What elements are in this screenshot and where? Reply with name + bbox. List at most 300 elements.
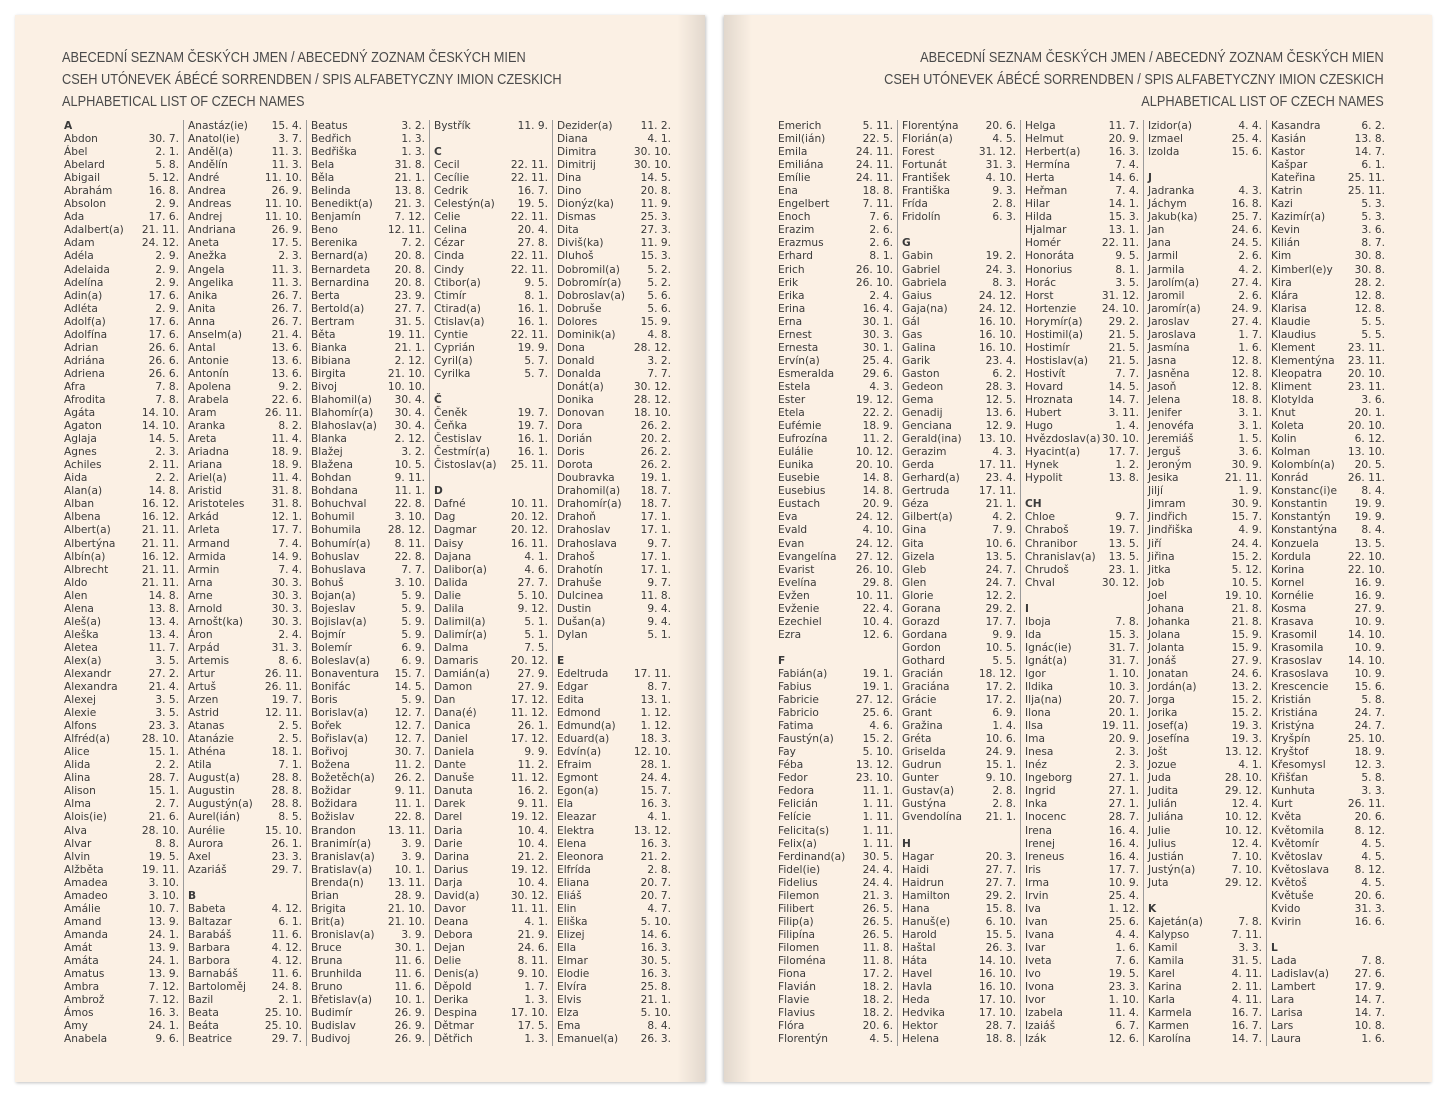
name-day-date: 30. 3. bbox=[271, 576, 302, 589]
name-entry bbox=[1271, 446, 1385, 459]
name-day-date: 3. 6. bbox=[1361, 393, 1385, 406]
name-day-date: 13. 10. bbox=[978, 433, 1016, 446]
name-day-date: 11. 3. bbox=[271, 146, 302, 159]
header-line-czech-slovak: ABECEDNÍ SEZNAM ČESKÝCH JMEN / ABECEDNÝ ZOZNAM ČESKÝCH MIEN bbox=[920, 50, 1384, 66]
name-day-date: 10. 8. bbox=[1354, 1020, 1385, 1033]
name-entry bbox=[1025, 551, 1139, 564]
name-entry bbox=[64, 394, 179, 407]
name-text: Alžběta bbox=[64, 863, 104, 876]
name-day-date: 15. 3. bbox=[1108, 628, 1139, 641]
name-text: Jasněna bbox=[1148, 367, 1190, 380]
name-entry bbox=[1025, 277, 1139, 290]
name-text: Engelbert bbox=[778, 198, 830, 211]
name-entry bbox=[1025, 224, 1139, 237]
name-entry bbox=[311, 446, 425, 459]
name-text: Konstantýn bbox=[1271, 511, 1331, 524]
name-day-date: 26. 1. bbox=[271, 837, 302, 850]
name-text: Klaudie bbox=[1271, 315, 1311, 328]
name-text: Abelard bbox=[64, 159, 105, 172]
name-day-date: 6. 2. bbox=[1361, 120, 1385, 132]
name-entry bbox=[778, 772, 893, 785]
name-text: Genadij bbox=[902, 407, 943, 420]
name-entry bbox=[1025, 916, 1139, 929]
name-entry bbox=[311, 772, 425, 785]
name-entry bbox=[1271, 264, 1385, 277]
name-entry bbox=[557, 694, 671, 707]
name-text: Frída bbox=[902, 198, 928, 211]
name-entry bbox=[1148, 511, 1262, 524]
name-entry bbox=[311, 211, 425, 224]
name-text: Fedor bbox=[778, 772, 808, 785]
name-day-date: 20. 8. bbox=[394, 263, 425, 276]
name-text: Afra bbox=[64, 380, 86, 393]
name-text: Adelína bbox=[64, 276, 104, 289]
name-entry bbox=[1148, 224, 1262, 237]
name-day-date: 18. 2. bbox=[862, 981, 893, 994]
name-day-date: 21. 9. bbox=[517, 928, 548, 941]
name-entry bbox=[311, 629, 425, 642]
name-text: Gerhard(a) bbox=[902, 472, 960, 485]
name-column bbox=[183, 120, 306, 1046]
name-text: Griselda bbox=[902, 746, 946, 759]
name-text: Aram bbox=[188, 407, 217, 420]
name-entry bbox=[778, 720, 893, 733]
name-text: Felix(a) bbox=[778, 837, 817, 850]
name-text: Kornélie bbox=[1271, 589, 1314, 602]
name-day-date: 4. 7. bbox=[647, 902, 671, 915]
name-text: Igor bbox=[1025, 667, 1046, 680]
name-entry bbox=[557, 524, 671, 537]
name-entry bbox=[188, 237, 302, 250]
name-text: Karla bbox=[1148, 994, 1176, 1007]
letter-heading bbox=[778, 655, 893, 668]
name-entry bbox=[434, 916, 548, 929]
name-text: Hilda bbox=[1025, 211, 1053, 224]
name-text: Ignát(a) bbox=[1025, 654, 1067, 667]
name-entry bbox=[902, 498, 1016, 511]
name-text: Arzen bbox=[188, 694, 219, 707]
name-day-date: 20. 7. bbox=[1108, 694, 1139, 707]
name-day-date: 22. 11. bbox=[510, 263, 548, 276]
name-day-date: 16. 3. bbox=[640, 798, 671, 811]
name-day-date: 16. 1. bbox=[517, 446, 548, 459]
name-day-date: 4. 8. bbox=[647, 328, 671, 341]
name-day-date: 1. 11. bbox=[862, 837, 893, 850]
name-day-date: 22. 11. bbox=[510, 328, 548, 341]
name-day-date: 8. 4. bbox=[1361, 485, 1385, 498]
name-text: Drahomil(a) bbox=[557, 485, 621, 498]
name-text: Agnes bbox=[64, 446, 97, 459]
name-day-date: 27. 9. bbox=[1231, 654, 1262, 667]
name-day-date: 16. 4. bbox=[1108, 850, 1139, 863]
name-entry bbox=[188, 733, 302, 746]
name-day-date: 26. 1. bbox=[517, 720, 548, 733]
name-day-date: 18. 8. bbox=[862, 185, 893, 198]
name-day-date: 19. 9. bbox=[1354, 498, 1385, 511]
name-entry bbox=[902, 903, 1016, 916]
name-day-date: 29. 2. bbox=[1108, 315, 1139, 328]
name-day-date: 12. 9. bbox=[985, 420, 1016, 433]
name-day-date: 11. 9. bbox=[640, 237, 671, 250]
name-entry bbox=[434, 198, 548, 211]
name-day-date: 18. 9. bbox=[862, 420, 893, 433]
name-day-date: 4. 12. bbox=[271, 941, 302, 954]
name-text: Florentýn bbox=[778, 1033, 829, 1046]
name-text: Benedikt(a) bbox=[311, 198, 373, 211]
name-entry bbox=[188, 394, 302, 407]
name-text: Dolores bbox=[557, 315, 598, 328]
name-day-date: 23. 1. bbox=[1108, 563, 1139, 576]
name-text: Baltazar bbox=[188, 915, 232, 928]
name-entry bbox=[64, 955, 179, 968]
name-day-date: 20. 7. bbox=[640, 876, 671, 889]
name-entry bbox=[778, 629, 893, 642]
name-day-date: 16. 1. bbox=[517, 433, 548, 446]
name-text: Glen bbox=[902, 576, 927, 589]
name-text: Boleslav(a) bbox=[311, 654, 371, 667]
name-day-date: 13. 6. bbox=[271, 341, 302, 354]
name-text: Anita bbox=[188, 302, 216, 315]
name-text: Jenifer bbox=[1148, 407, 1182, 420]
name-text: Bonifác bbox=[311, 681, 351, 694]
name-day-date: 1. 10. bbox=[1108, 994, 1139, 1007]
name-day-date: 27. 7. bbox=[985, 876, 1016, 889]
name-text: Bohuslav bbox=[311, 550, 360, 563]
name-text: Dušan(a) bbox=[557, 615, 606, 628]
name-day-date: 5. 3. bbox=[1361, 198, 1385, 211]
name-day-date: 5. 8. bbox=[1361, 772, 1385, 785]
name-day-date: 27. 7. bbox=[517, 576, 548, 589]
name-text: Jonatan bbox=[1148, 667, 1189, 680]
name-entry bbox=[557, 433, 671, 446]
name-day-date: 15. 1. bbox=[985, 759, 1016, 772]
name-text: Abrahám bbox=[64, 185, 113, 198]
name-day-date: 4. 10. bbox=[985, 172, 1016, 185]
name-text: Bernardeta bbox=[311, 263, 371, 276]
spacer-row bbox=[1025, 590, 1139, 603]
name-text: Judita bbox=[1148, 785, 1179, 798]
name-day-date: 2. 2. bbox=[155, 759, 179, 772]
name-day-date: 28. 9. bbox=[394, 889, 425, 902]
name-day-date: 12. 3. bbox=[1354, 759, 1385, 772]
name-entry bbox=[1148, 551, 1262, 564]
name-entry bbox=[434, 564, 548, 577]
name-text: C bbox=[434, 146, 442, 159]
name-day-date: 29. 12. bbox=[1224, 785, 1262, 798]
name-entry bbox=[557, 485, 671, 498]
name-entry bbox=[902, 159, 1016, 172]
name-day-date: 10. 12. bbox=[1224, 824, 1262, 837]
name-text: Dalimír(a) bbox=[434, 628, 487, 641]
name-entry bbox=[434, 316, 548, 329]
name-text: Ella bbox=[557, 941, 577, 954]
name-day-date: 15. 2. bbox=[1231, 707, 1262, 720]
name-text: Barbara bbox=[188, 941, 231, 954]
name-text: Ivan bbox=[1025, 915, 1048, 928]
name-day-date: 1. 2. bbox=[1115, 459, 1139, 472]
name-day-date: 25. 10. bbox=[264, 1020, 302, 1033]
name-entry bbox=[778, 264, 893, 277]
name-entry bbox=[778, 524, 893, 537]
name-entry bbox=[778, 681, 893, 694]
name-day-date: 4. 10. bbox=[862, 524, 893, 537]
name-entry bbox=[1025, 655, 1139, 668]
name-day-date: 13. 8. bbox=[1108, 472, 1139, 485]
name-text: Evelína bbox=[778, 576, 817, 589]
name-text: Klarisa bbox=[1271, 302, 1307, 315]
name-day-date: 8. 6. bbox=[278, 654, 302, 667]
name-day-date: 24. 11. bbox=[855, 146, 893, 159]
name-entry bbox=[311, 407, 425, 420]
name-day-date: 1. 6. bbox=[1115, 941, 1139, 954]
name-entry bbox=[434, 303, 548, 316]
name-day-date: 24. 6. bbox=[1231, 224, 1262, 237]
name-text: Blahomil(a) bbox=[311, 393, 372, 406]
name-text: Erika bbox=[778, 289, 805, 302]
name-text: Celestýn(a) bbox=[434, 198, 495, 211]
name-text: Hamilton bbox=[902, 889, 951, 902]
name-entry bbox=[902, 655, 1016, 668]
header-line-english: ALPHABETICAL LIST OF CZECH NAMES bbox=[1141, 94, 1384, 110]
name-text: Erich bbox=[778, 263, 805, 276]
name-entry bbox=[1271, 146, 1385, 159]
name-day-date: 15. 2. bbox=[862, 733, 893, 746]
name-day-date: 15. 3. bbox=[640, 250, 671, 263]
name-text: Blahomír(a) bbox=[311, 407, 374, 420]
name-entry bbox=[1271, 198, 1385, 211]
name-day-date: 19. 12. bbox=[855, 393, 893, 406]
name-day-date: 19. 7. bbox=[271, 694, 302, 707]
name-entry bbox=[557, 381, 671, 394]
name-text: Kilián bbox=[1271, 237, 1300, 250]
name-text: Jakub(ka) bbox=[1148, 211, 1198, 224]
name-text: Bertram bbox=[311, 315, 355, 328]
name-entry bbox=[64, 485, 179, 498]
name-text: Jolanta bbox=[1148, 641, 1185, 654]
name-day-date: 24. 9. bbox=[985, 746, 1016, 759]
name-entry bbox=[1271, 303, 1385, 316]
name-text: Barbora bbox=[188, 955, 231, 967]
name-text: Drahuše bbox=[557, 576, 602, 589]
name-column bbox=[552, 120, 675, 1046]
name-entry bbox=[902, 420, 1016, 433]
name-day-date: 16. 3. bbox=[640, 968, 671, 981]
name-entry bbox=[434, 825, 548, 838]
name-day-date: 23. 11. bbox=[1347, 380, 1385, 393]
name-day-date: 13. 12. bbox=[855, 759, 893, 772]
name-day-date: 19. 5. bbox=[1108, 968, 1139, 981]
name-text: Gertruda bbox=[902, 485, 950, 498]
name-entry bbox=[557, 981, 671, 994]
name-text: Etela bbox=[778, 407, 805, 420]
name-entry bbox=[902, 942, 1016, 955]
name-day-date: 11. 6. bbox=[394, 968, 425, 981]
name-text: Abigail bbox=[64, 172, 101, 185]
name-day-date: 30. 12. bbox=[510, 889, 548, 902]
name-entry bbox=[778, 185, 893, 198]
name-text: Eufémie bbox=[778, 420, 822, 433]
name-text: Alois(ie) bbox=[64, 811, 107, 824]
name-text: Juda bbox=[1148, 772, 1172, 785]
name-text: Job bbox=[1148, 576, 1165, 589]
name-text: Gustýna bbox=[902, 798, 947, 811]
name-text: Elektra bbox=[557, 824, 595, 837]
name-text: Kazimír(a) bbox=[1271, 211, 1326, 224]
name-day-date: 27. 8. bbox=[517, 237, 548, 250]
name-entry bbox=[64, 733, 179, 746]
name-text: Brandon bbox=[311, 824, 356, 837]
name-entry bbox=[434, 981, 548, 994]
name-day-date: 11. 2. bbox=[394, 759, 425, 772]
name-entry bbox=[778, 916, 893, 929]
name-entry bbox=[778, 342, 893, 355]
name-day-date: 21. 8. bbox=[1231, 615, 1262, 628]
name-entry bbox=[1025, 342, 1139, 355]
name-entry bbox=[1148, 616, 1262, 629]
name-day-date: 30. 12. bbox=[1101, 576, 1139, 589]
name-entry bbox=[1025, 459, 1139, 472]
name-day-date: 2. 5. bbox=[278, 733, 302, 746]
name-text: Barnabáš bbox=[188, 968, 238, 981]
name-entry bbox=[1148, 577, 1262, 590]
name-entry bbox=[434, 955, 548, 968]
name-text: Gerald(ina) bbox=[902, 433, 962, 446]
name-day-date: 24. 7. bbox=[985, 576, 1016, 589]
name-entry bbox=[557, 407, 671, 420]
name-text: Karina bbox=[1148, 981, 1182, 994]
name-text: Danica bbox=[434, 720, 471, 733]
name-entry bbox=[1148, 472, 1262, 485]
name-text: Joel bbox=[1148, 589, 1168, 602]
name-text: Ábel bbox=[64, 146, 88, 159]
name-text: Ivana bbox=[1025, 928, 1055, 941]
name-text: Chrudoš bbox=[1025, 563, 1069, 576]
name-day-date: 9. 11. bbox=[394, 472, 425, 485]
name-day-date: 12. 8. bbox=[1231, 380, 1262, 393]
name-day-date: 12. 4. bbox=[1231, 798, 1262, 811]
name-day-date: 28. 12. bbox=[387, 524, 425, 537]
name-day-date: 24. 9. bbox=[1231, 302, 1262, 315]
name-day-date: 15. 10. bbox=[264, 824, 302, 837]
name-entry bbox=[778, 825, 893, 838]
name-day-date: 31. 8. bbox=[271, 498, 302, 511]
name-entry bbox=[1148, 759, 1262, 772]
name-day-date: 24. 7. bbox=[985, 563, 1016, 576]
name-entry bbox=[311, 524, 425, 537]
letter-heading bbox=[1271, 942, 1385, 955]
name-text: Gorazd bbox=[902, 615, 940, 628]
name-text: Darie bbox=[434, 837, 463, 850]
name-entry bbox=[1148, 355, 1262, 368]
name-text: Alexej bbox=[64, 694, 96, 707]
name-day-date: 15. 9. bbox=[640, 315, 671, 328]
name-day-date: 20. 8. bbox=[640, 185, 671, 198]
name-day-date: 10. 9. bbox=[1354, 615, 1385, 628]
name-text: Herbert(a) bbox=[1025, 146, 1081, 159]
name-text: Gleb bbox=[902, 563, 927, 576]
name-entry bbox=[64, 942, 179, 955]
name-entry bbox=[434, 420, 548, 433]
name-entry bbox=[188, 994, 302, 1007]
name-day-date: 26. 2. bbox=[640, 446, 671, 459]
name-day-date: 28. 8. bbox=[271, 785, 302, 798]
name-day-date: 24. 11. bbox=[855, 159, 893, 172]
name-entry bbox=[311, 485, 425, 498]
name-entry bbox=[64, 668, 179, 681]
name-day-date: 30. 8. bbox=[1354, 263, 1385, 276]
name-entry bbox=[778, 485, 893, 498]
name-day-date: 21. 1. bbox=[985, 498, 1016, 511]
name-entry bbox=[188, 511, 302, 524]
name-entry bbox=[434, 524, 548, 537]
name-entry bbox=[64, 368, 179, 381]
name-day-date: 2. 6. bbox=[869, 224, 893, 237]
name-day-date: 14. 8. bbox=[862, 472, 893, 485]
name-day-date: 11. 4. bbox=[1108, 1007, 1139, 1020]
name-text: Ambra bbox=[64, 981, 100, 994]
name-day-date: 1. 3. bbox=[524, 994, 548, 1007]
name-day-date: 9. 3. bbox=[992, 185, 1016, 198]
name-day-date: 1. 11. bbox=[862, 824, 893, 837]
name-text: Elvis bbox=[557, 994, 582, 1007]
name-text: Johana bbox=[1148, 602, 1185, 615]
name-day-date: 12. 11. bbox=[387, 224, 425, 237]
name-text: Atanázie bbox=[188, 733, 234, 746]
name-text: Dina bbox=[557, 172, 582, 185]
name-day-date: 2. 3. bbox=[155, 446, 179, 459]
name-entry bbox=[902, 120, 1016, 133]
name-entry bbox=[311, 472, 425, 485]
name-text: Konstantin bbox=[1271, 498, 1328, 511]
name-day-date: 3. 5. bbox=[155, 694, 179, 707]
name-entry bbox=[311, 511, 425, 524]
name-day-date: 2. 1. bbox=[155, 146, 179, 159]
header-line-czech-slovak: ABECEDNÍ SEZNAM ČESKÝCH JMEN / ABECEDNÝ ZOZNAM ČESKÝCH MIEN bbox=[62, 50, 526, 66]
name-day-date: 24. 7. bbox=[1354, 720, 1385, 733]
name-text: Garik bbox=[902, 354, 931, 367]
page-header bbox=[62, 47, 562, 113]
name-day-date: 21. 11. bbox=[1224, 472, 1262, 485]
name-text: Beáta bbox=[188, 1020, 219, 1033]
name-day-date: 16. 7. bbox=[1231, 1007, 1262, 1020]
name-entry bbox=[1271, 864, 1385, 877]
name-entry bbox=[557, 368, 671, 381]
name-entry bbox=[434, 746, 548, 759]
name-day-date: 16. 8. bbox=[1231, 198, 1262, 211]
name-day-date: 17. 6. bbox=[148, 289, 179, 302]
name-day-date: 2. 9. bbox=[155, 198, 179, 211]
name-day-date: 14. 10. bbox=[1347, 628, 1385, 641]
name-day-date: 20. 2. bbox=[640, 433, 671, 446]
name-text: Běla bbox=[311, 172, 335, 185]
name-text: Cecílie bbox=[434, 172, 470, 185]
name-entry bbox=[557, 551, 671, 564]
name-entry bbox=[902, 955, 1016, 968]
name-day-date: 25. 11. bbox=[510, 459, 548, 472]
name-day-date: 15. 3. bbox=[1108, 211, 1139, 224]
name-text: Doubravka bbox=[557, 472, 615, 485]
name-day-date: 5. 3. bbox=[1361, 211, 1385, 224]
name-text: Bianka bbox=[311, 341, 347, 354]
name-text: Drahomír(a) bbox=[557, 498, 622, 511]
name-day-date: 30. 9. bbox=[1231, 459, 1262, 472]
name-entry bbox=[434, 616, 548, 629]
name-day-date: 11. 4. bbox=[271, 433, 302, 446]
name-entry bbox=[188, 720, 302, 733]
name-entry bbox=[1271, 955, 1385, 968]
name-entry bbox=[1025, 616, 1139, 629]
name-entry bbox=[557, 916, 671, 929]
